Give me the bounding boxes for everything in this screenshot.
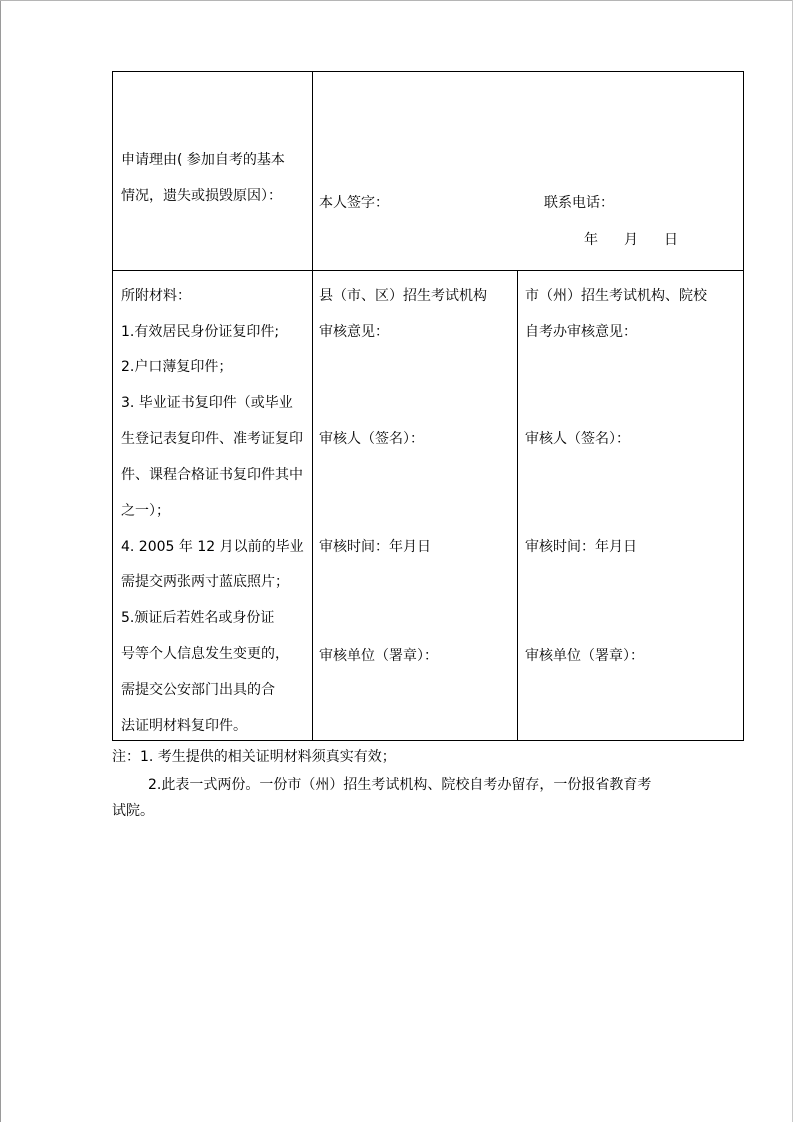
materials-line: 2.户口薄复印件； xyxy=(121,359,233,375)
city-review-title: 市（州）招生考试机构、院校 xyxy=(525,288,707,304)
county-review-time: 审核时间：年月日 xyxy=(319,539,431,555)
materials-line: 5.颁证后若姓名或身份证 xyxy=(121,610,275,626)
county-review-title: 县（市、区）招生考试机构 xyxy=(319,288,487,304)
note-line: 注：1. 考生提供的相关证明材料须真实有效； xyxy=(112,749,396,765)
page-edge xyxy=(0,0,1,1122)
materials-cell xyxy=(112,270,313,741)
materials-line: 需提交公安部门出具的合 xyxy=(121,682,275,698)
county-reviewer-label: 审核人（签名）： xyxy=(319,431,424,447)
reason-label-line: 申请理由( 参加自考的基本 xyxy=(121,152,285,168)
county-review-unit: 审核单位（署章）： xyxy=(319,648,438,664)
reason-label-cell xyxy=(112,71,313,271)
date-year: 年 xyxy=(584,232,598,248)
note-line: 2.此表一式两份。一份市（州）招生考试机构、院校自考办留存，一份报省教育考 xyxy=(148,777,652,793)
county-review-title: 审核意见： xyxy=(319,324,389,340)
materials-line: 需提交两张两寸蓝底照片； xyxy=(121,574,289,590)
materials-line: 1.有效居民身份证复印件; xyxy=(121,324,280,340)
city-reviewer-label: 审核人（签名）： xyxy=(525,431,630,447)
date-day: 日 xyxy=(664,232,678,248)
materials-line: 号等个人信息发生变更的， xyxy=(121,646,289,662)
date-month: 月 xyxy=(624,232,638,248)
page-edge xyxy=(0,0,793,1)
signature-label: 本人签字： xyxy=(319,195,389,211)
materials-title: 所附材料： xyxy=(121,288,191,304)
materials-line: 件、课程合格证书复印件其中 xyxy=(121,467,303,483)
materials-line: 之一）； xyxy=(121,503,170,519)
reason-label-line: 情况，遗失或损毁原因）： xyxy=(121,188,282,204)
materials-line: 4. 2005 年 12 月以前的毕业 xyxy=(121,539,304,555)
note-line: 试院。 xyxy=(112,803,154,819)
city-review-unit: 审核单位（署章）： xyxy=(525,648,644,664)
materials-line: 法证明材料复印件。 xyxy=(121,718,247,734)
city-review-time: 审核时间：年月日 xyxy=(525,539,637,555)
reason-content-cell[interactable] xyxy=(312,71,744,271)
city-review-cell[interactable] xyxy=(517,270,744,741)
materials-line: 3. 毕业证书复印件（或毕业 xyxy=(121,395,293,411)
materials-line: 生登记表复印件、准考证复印 xyxy=(121,431,303,447)
phone-label: 联系电话： xyxy=(544,195,614,211)
county-review-cell[interactable] xyxy=(312,270,518,741)
city-review-title: 自考办审核意见： xyxy=(525,324,637,340)
